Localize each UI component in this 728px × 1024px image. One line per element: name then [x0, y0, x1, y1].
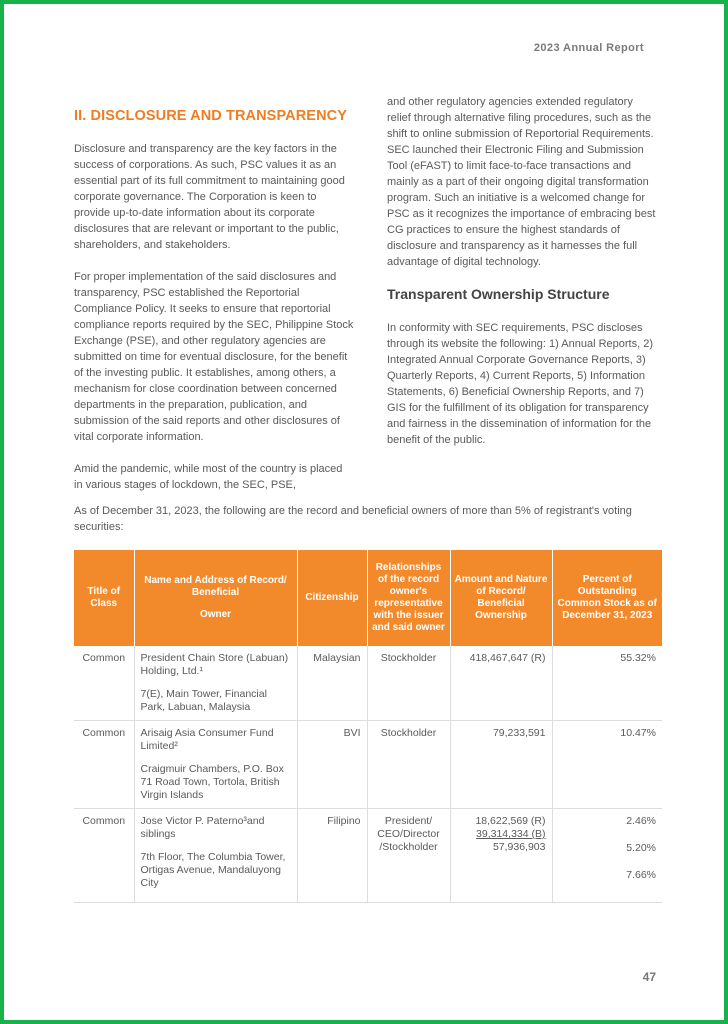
amount-beneficial: 39,314,334 (B) [476, 828, 546, 840]
cell-name-address [134, 646, 297, 721]
header-name-line1: Name and Address of Record/ Beneficial [144, 575, 287, 598]
owner-name: Jose Victor P. Paterno³and siblings [140, 815, 265, 840]
header-relationship: Relationships of the record owner's representative with the issuer and said owner [367, 550, 450, 646]
amount-total: 57,936,903 [492, 841, 546, 853]
header-name-address [134, 550, 297, 646]
right-column [387, 94, 659, 464]
percent-total: 7.66% [626, 869, 656, 881]
cell-amount [450, 809, 552, 903]
cell-relationship: Stockholder [367, 721, 450, 809]
table-row [74, 646, 662, 721]
paragraph-disclosure-intro: Disclosure and transparency are the key factors in the success of corporations. As such, PSC values it as an essential part of its full commitment to maintaining good corporate governance. The Corporation is keen to provide up-to-date information about its corporate disclosures that are relevant or important to the public, shareholders, and stakeholders. [74, 143, 345, 251]
section-title: II. DISCLOSURE AND TRANSPARENCY [74, 108, 347, 124]
table-intro: As of December 31, 2023, the following are the record and beneficial owners of more than 5% of registrant's voting securities: [74, 505, 632, 533]
cell-relationship: Stockholder [367, 646, 450, 721]
percent-beneficial: 5.20% [626, 842, 656, 854]
cell-name-address [134, 809, 297, 903]
cell-citizenship: BVI [297, 721, 367, 809]
report-header: 2023 Annual Report [533, 42, 644, 54]
header-citizenship: Citizenship [297, 550, 367, 646]
cell-percent: 10.47% [552, 721, 662, 809]
owner-name: Arisaig Asia Consumer Fund Limited² [140, 727, 274, 752]
owner-name: President Chain Store (Labuan) Holding, Ltd.¹ [140, 652, 289, 677]
page-number: 47 [642, 970, 656, 984]
ownership-subtitle: Transparent Ownership Structure [387, 286, 610, 302]
cell-amount: 418,467,647 (R) [450, 646, 552, 721]
owner-address: 7th Floor, The Columbia Tower, Ortigas Avenue, Mandaluyong City [140, 851, 286, 889]
percent-record: 2.46% [626, 815, 656, 827]
amount-record: 18,622,569 (R) [475, 815, 546, 827]
paragraph-pandemic-start: Amid the pandemic, while most of the country is placed in various stages of lockdown, the SEC, PSE, [74, 463, 343, 491]
cell-citizenship: Malaysian [297, 646, 367, 721]
table-row [74, 721, 662, 809]
cell-percent: 55.32% [552, 646, 662, 721]
cell-amount: 79,233,591 [450, 721, 552, 809]
cell-citizenship: Filipino [297, 809, 367, 903]
table-header-row [74, 550, 662, 646]
cell-title: Common [74, 646, 134, 721]
cell-name-address [134, 721, 297, 809]
paragraph-pandemic-continued: and other regulatory agencies extended regulatory relief through alternative filing procedures, such as the shift to online submission of Reportorial Requirements. SEC launched their Electronic Filing and Submission Tool (eFAST) to limit face-to-face transactions and mainly as a part of their ongoing digital transformation program. Such an initiative is a welcomed change for PSC as it recognizes the importance of embracing best CG practices to ensure the highest standards of disclosure and transparency as it harnesses the full advantage of digital technology. [387, 96, 656, 268]
cell-relationship: President/ CEO/Director /Stockholder [367, 809, 450, 903]
header-percent: Percent of Outstanding Common Stock as of December 31, 2023 [552, 550, 662, 646]
header-title-of-class: Title of Class [74, 550, 134, 646]
table-row [74, 809, 662, 903]
paragraph-ownership: In conformity with SEC requirements, PSC discloses through its website the following: 1) Annual Reports, 2) Integrated Annual Corporate Governance Reports, 3) Quarterly Reports, 4) Current Reports, 5) Information Statements, 6) Beneficial Ownership Reports, and 7) GIS for the fulfillment of its obligation for transparency and fairness in the dissemination of information for the benefit of the public. [387, 322, 653, 446]
left-column [74, 108, 354, 509]
cell-title: Common [74, 721, 134, 809]
header-amount: Amount and Nature of Record/ Beneficial Ownership [450, 550, 552, 646]
owner-address: Craigmuir Chambers, P.O. Box 71 Road Town, Tortola, British Virgin Islands [140, 763, 284, 801]
owner-address: 7(E), Main Tower, Financial Park, Labuan, Malaysia [140, 688, 267, 713]
header-name-line2: Owner [199, 609, 232, 620]
ownership-table [74, 550, 662, 903]
cell-title: Common [74, 809, 134, 903]
cell-percent [552, 809, 662, 903]
paragraph-reportorial-policy: For proper implementation of the said disclosures and transparency, PSC established the Reportorial Compliance Policy. It seeks to ensure that reportorial compliance reports required by the SEC, Philippine Stock Exchange (PSE), and other regulatory agencies are submitted on time for eventual disclosure, for the benefit of the investing public. It establishes, among others, a mechanism for close coordination between concerned departments in the preparation, publication, and submission of the said reports and other disclosures of vital corporate information. [74, 271, 354, 443]
